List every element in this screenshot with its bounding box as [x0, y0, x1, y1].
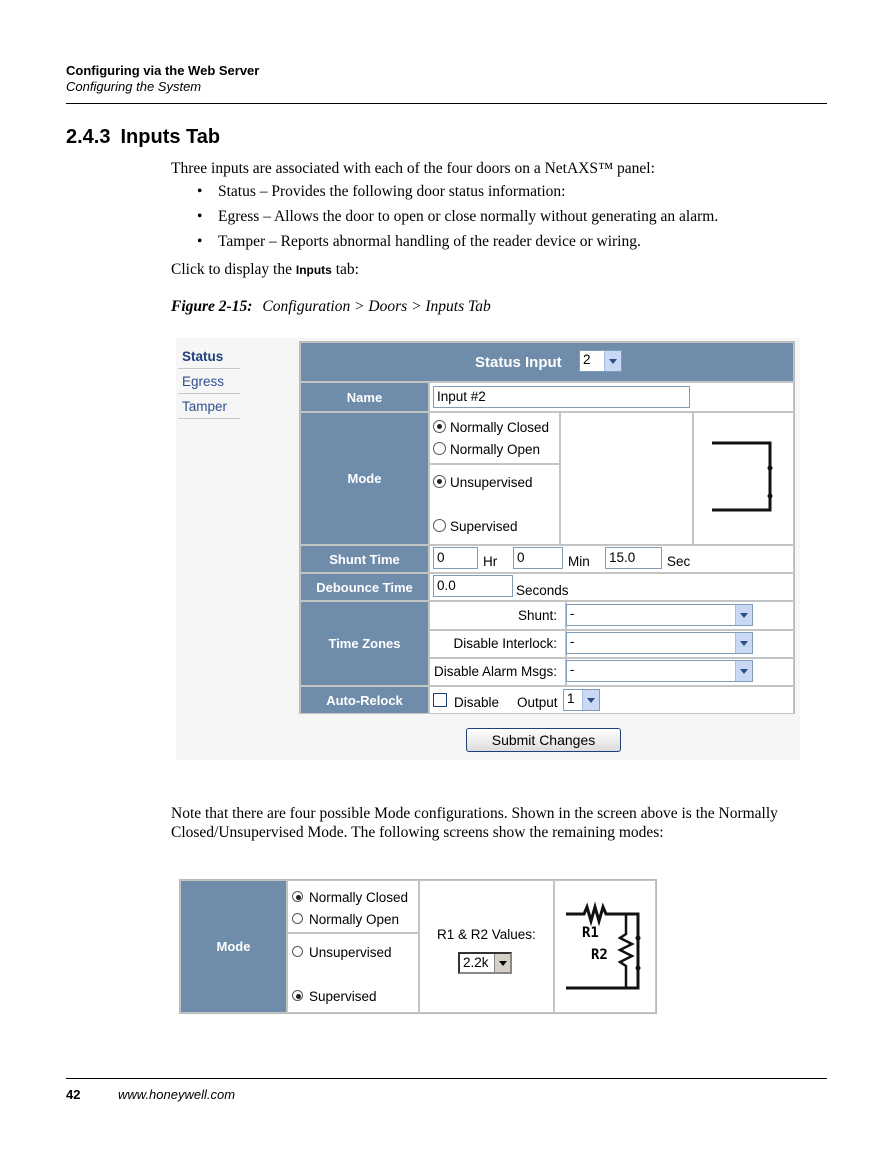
mode2-supervised-radio[interactable] [292, 990, 303, 1001]
disable-alarm-select[interactable] [566, 660, 753, 682]
r-values-label: R1 & R2 Values: [437, 927, 536, 942]
intro-paragraph: Three inputs are associated with each of the four doors on a NetAXS™ panel: [171, 160, 655, 177]
side-nav-status[interactable]: Status [178, 344, 240, 369]
name-input[interactable]: Input #2 [433, 386, 690, 408]
seconds-unit: Sec [667, 554, 691, 569]
chevron-down-icon [494, 954, 510, 972]
chevron-down-icon [582, 690, 599, 710]
disable-alarm-label: Disable Alarm Msgs: [433, 664, 557, 679]
auto-relock-label: Auto-Relock [300, 686, 429, 714]
r-value-select[interactable] [458, 952, 512, 974]
output-value: 1 [567, 691, 575, 706]
supervised-label: Supervised [450, 519, 518, 534]
debounce-unit: Seconds [516, 583, 569, 598]
output-select[interactable] [563, 689, 600, 711]
running-header-subtitle: Configuring the System [66, 79, 202, 94]
unsupervised-radio[interactable] [433, 475, 446, 488]
chevron-down-icon [735, 605, 752, 625]
normally-open-radio[interactable] [433, 442, 446, 455]
normally-closed-radio[interactable] [433, 420, 446, 433]
mode2-normally-open-radio[interactable] [292, 913, 303, 924]
r2-label: R2 [591, 947, 608, 963]
name-label: Name [300, 382, 429, 412]
mode-blank-cell [560, 412, 693, 545]
normally-closed-label: Normally Closed [450, 420, 550, 435]
r1-label: R1 [582, 925, 599, 941]
running-header-title: Configuring via the Web Server [66, 63, 260, 78]
click-instruction [171, 260, 359, 279]
minutes-unit: Min [568, 554, 590, 569]
section-title: Inputs Tab [120, 126, 221, 148]
mode2-unsupervised-label: Unsupervised [309, 945, 392, 960]
section-heading [66, 126, 220, 149]
mode2-label: Mode [180, 880, 287, 1013]
disable-interlock-value: - [570, 634, 575, 649]
shunt-tz-select[interactable] [566, 604, 753, 626]
bullet-icon: • [197, 208, 203, 225]
debounce-input[interactable]: 0.0 [433, 575, 513, 597]
normally-open-label: Normally Open [450, 442, 541, 457]
unsupervised-label: Unsupervised [450, 475, 533, 490]
input-number-select[interactable] [579, 350, 622, 372]
form-header-label: Status Input [475, 353, 562, 371]
shunt-seconds-input[interactable]: 15.0 [605, 547, 662, 569]
figure-caption [171, 298, 491, 316]
mode2-normally-open-label: Normally Open [309, 912, 400, 927]
chevron-down-icon [735, 661, 752, 681]
disable-label: Disable [454, 695, 500, 710]
debounce-time-label: Debounce Time [300, 573, 429, 601]
inputs-tab-screenshot [176, 338, 800, 760]
input-number-value: 2 [583, 352, 591, 367]
mode2-unsupervised-radio[interactable] [292, 946, 303, 957]
disable-interlock-select[interactable] [566, 632, 753, 654]
disable-checkbox[interactable] [433, 693, 447, 707]
shunt-tz-value: - [570, 606, 575, 621]
nc-circuit-diagram-icon [710, 438, 780, 514]
inputs-tab-reference: Inputs [295, 263, 332, 277]
bullet-icon: • [197, 233, 203, 250]
side-nav [178, 344, 240, 419]
figure-label: Figure 2-15: [171, 298, 253, 315]
mode2-normally-closed-radio[interactable] [292, 891, 303, 902]
r-value: 2.2k [463, 955, 489, 970]
figure-caption-text: Configuration > Doors > Inputs Tab [262, 298, 491, 315]
disable-alarm-value: - [570, 662, 575, 677]
mode-label: Mode [300, 412, 429, 545]
page-number: 42 [66, 1087, 81, 1102]
shunt-minutes-input[interactable]: 0 [513, 547, 563, 569]
supervised-radio[interactable] [433, 519, 446, 532]
supervised-mode-screenshot [179, 879, 657, 1014]
shunt-hours-input[interactable]: 0 [433, 547, 478, 569]
inputs-form [299, 341, 795, 714]
mode2-supervised-label: Supervised [309, 989, 377, 1004]
footer-url: www.honeywell.com [118, 1087, 236, 1102]
bullet-egress: Egress – Allows the door to open or close normally without generating an alarm. [218, 208, 719, 225]
time-zones-label: Time Zones [300, 601, 429, 686]
form-header [300, 342, 794, 382]
mode-note: Note that there are four possible Mode configurations. Shown in the screen above is the Normally Closed/Unsupervised Mode. The following screens show the remaining modes: [171, 805, 778, 841]
shunt-tz-label: Shunt: [517, 608, 557, 623]
supervised-circuit-diagram-icon [564, 900, 652, 995]
side-nav-tamper[interactable]: Tamper [178, 394, 240, 419]
chevron-down-icon [604, 351, 621, 371]
side-nav-egress[interactable]: Egress [178, 369, 240, 394]
click-prefix: Click to display the [171, 261, 292, 278]
shunt-time-label: Shunt Time [300, 545, 429, 573]
footer-rule [66, 1078, 827, 1079]
header-rule [66, 103, 827, 104]
hours-unit: Hr [483, 554, 498, 569]
section-number: 2.4.3 [66, 126, 111, 148]
output-label: Output [517, 695, 558, 710]
submit-changes-button[interactable]: Submit Changes [466, 728, 621, 752]
disable-interlock-label: Disable Interlock: [453, 636, 557, 651]
r-values-cell [419, 880, 554, 1013]
bullet-tamper: Tamper – Reports abnormal handling of the reader device or wiring. [218, 233, 641, 250]
chevron-down-icon [735, 633, 752, 653]
bullet-status: Status – Provides the following door status information: [218, 183, 566, 200]
bullet-icon: • [197, 183, 203, 200]
mode2-normally-closed-label: Normally Closed [309, 890, 409, 905]
click-suffix: tab: [335, 261, 359, 278]
